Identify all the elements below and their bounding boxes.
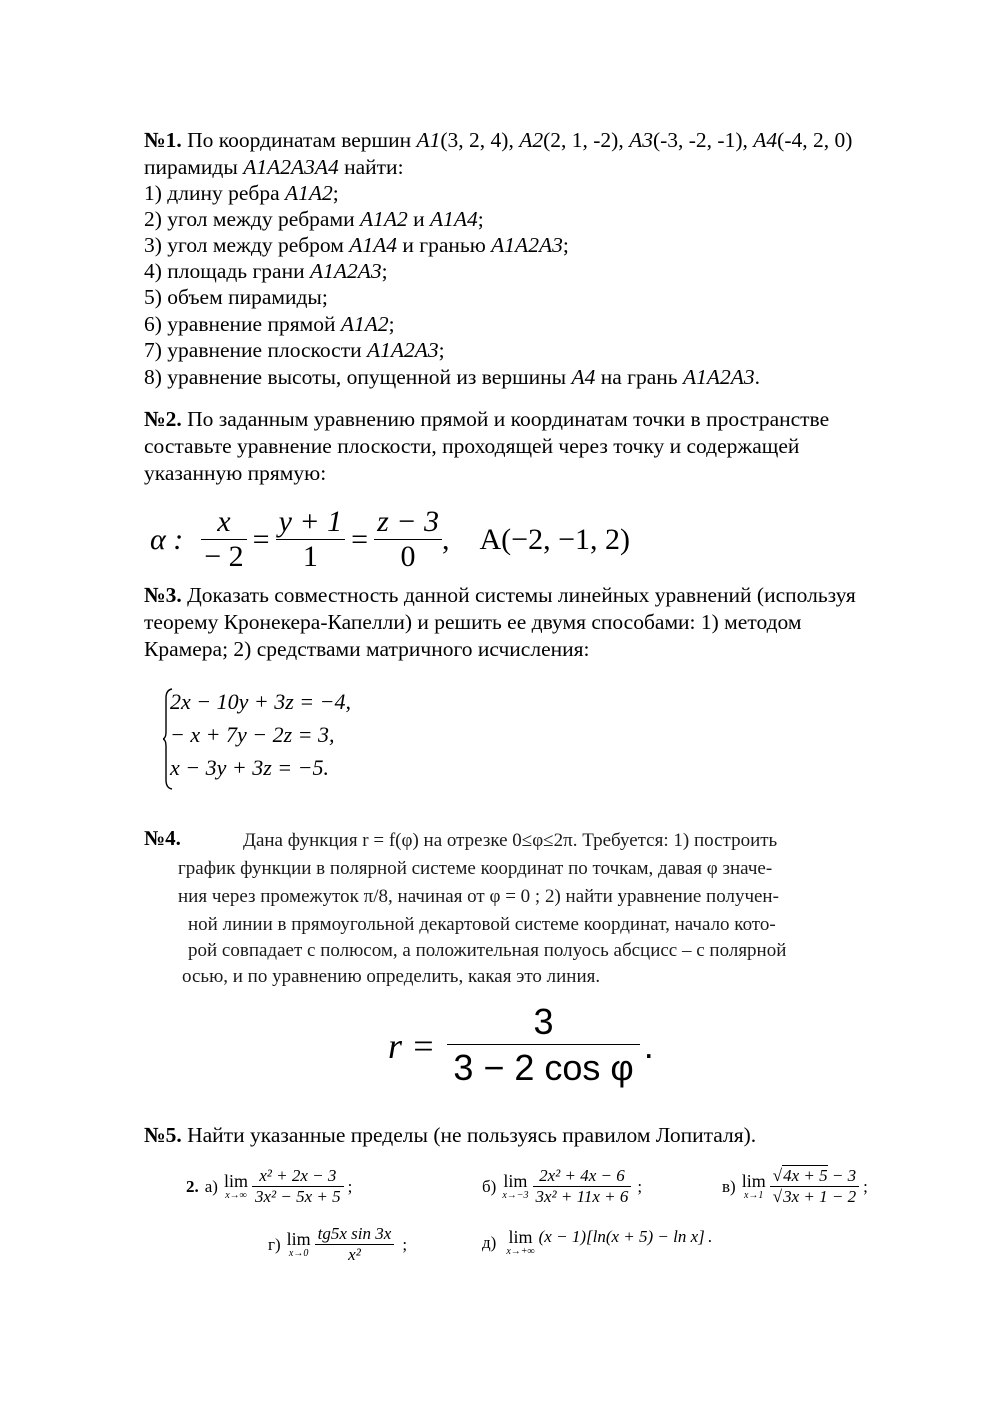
sqrt-radicand: 4x + 5 (783, 1166, 828, 1185)
task-text: 8) уравнение высоты, опущенной из вершины (144, 365, 572, 389)
numerator-rest: − 3 (827, 1166, 857, 1185)
task-text: 1) длину ребра (144, 181, 285, 205)
task-text: 7) уравнение плоскости (144, 338, 367, 362)
formula-lhs: r = (388, 1025, 436, 1066)
limit-fraction (533, 1166, 632, 1207)
limit-label: б) (482, 1176, 497, 1196)
task-italic: A1A2 (285, 181, 333, 205)
problem2-label: №2. (144, 407, 182, 431)
numerator: tg5x sin 3x (317, 1224, 392, 1243)
task-mid: и гранью (397, 233, 492, 257)
polar-fraction (447, 1000, 639, 1091)
task-item (144, 258, 388, 284)
problem1-header: №1. По координатам вершин A1(3, 2, 4), A2(2, 1, -2), A3(-3, -2, -1), A4(-4, 2, 0) (144, 128, 853, 152)
linear-system (170, 685, 351, 784)
limit-end: ; (402, 1234, 408, 1254)
limit-label: а) (204, 1176, 218, 1196)
task-italic: A1A2A3 (366, 338, 439, 362)
task-mid: и (407, 207, 431, 231)
problem3-label: №3. (144, 583, 182, 607)
problem4-line-6: осью, и по уравнению определить, какая это линия. (182, 966, 601, 987)
problem3-text: Доказать совместность данной системы линейных уравнений (используя (187, 583, 856, 607)
lim-subscript: x→+∞ (506, 1246, 535, 1257)
task-end: ; (562, 233, 569, 257)
problem2-line-1 (144, 406, 829, 432)
problem3-line-2: теорему Кронекера-Капелли) и решить ее двумя способами: 1) методом (144, 610, 802, 634)
problem2-line-3: указанную прямую: (144, 461, 327, 485)
variant-label: 2. (186, 1176, 199, 1196)
limit-b (482, 1166, 642, 1207)
problem4-label: №4. (144, 826, 181, 850)
limit-fraction (252, 1166, 344, 1207)
problem1-pyramid-line (144, 154, 404, 180)
numerator: √4x + 5 − 3 (772, 1166, 857, 1185)
equals-sign: = (252, 522, 270, 556)
problem4-line-1: Дана функция r = f(φ) на отрезке 0≤φ≤2π. Требуется: 1) построить (243, 830, 778, 851)
problem4-line-3: ния через промежуток π/8, начиная от φ = 0 ; 2) найти уравнение получен- (178, 886, 779, 907)
fraction-x (201, 505, 246, 574)
lim-operator: lim x→+∞ (506, 1227, 535, 1257)
task-item (144, 284, 328, 310)
problem4-line-4: ной линии в прямоугольной декартовой системе координат, начало кото- (188, 914, 776, 935)
numerator: x (217, 505, 231, 538)
task-text: 2) угол между ребрами (144, 207, 360, 231)
denominator: − 2 (201, 539, 246, 574)
system-equation-1: 2x − 10y + 3z = −4, (170, 689, 351, 714)
vertex-a3-coords: (-3, -2, -1) (652, 128, 743, 152)
limit-fraction (315, 1224, 395, 1265)
problem2-text: По заданным уравнению прямой и координатам точки в пространстве (187, 407, 830, 431)
lim-subscript: x→1 (743, 1190, 764, 1201)
numerator: z − 3 (377, 505, 439, 538)
problem1-label: №1. (144, 128, 182, 152)
lim-subscript: x→∞ (225, 1190, 247, 1201)
task-end: ; (388, 312, 395, 336)
lim-subscript: x→0 (288, 1248, 309, 1259)
limit-end: ; (863, 1176, 868, 1196)
task-text: 3) угол между ребром (144, 233, 350, 257)
comma: , (442, 522, 450, 556)
problem1-intro: По координатам вершин (187, 128, 412, 152)
pyramid-name: A1A2A3A4 (243, 155, 339, 179)
task-end: ; (477, 207, 484, 231)
task-italic: A1A2A3 (491, 233, 563, 257)
denominator: √3x + 1 − 2 (770, 1186, 859, 1207)
denominator: 1 (276, 539, 346, 574)
limit-end: ; (347, 1176, 353, 1196)
polar-formula (388, 1000, 654, 1091)
task-end: . (754, 365, 761, 389)
task-item (144, 311, 395, 337)
problem4-line-2: график функции в полярной системе координат по точкам, давая φ значе- (178, 858, 773, 879)
system-equation-2: − x + 7y − 2z = 3, (170, 722, 335, 747)
problem3-line-3: Крамера; 2) средствами матричного исчисления: (144, 637, 590, 661)
task-text: 4) площадь грани (144, 259, 310, 283)
task-mid: на грань (595, 365, 683, 389)
limit-c (722, 1166, 868, 1207)
line-name-alpha: α : (150, 522, 184, 556)
pyramid-prefix: пирамиды (144, 155, 238, 179)
numerator: x² + 2x − 3 (259, 1166, 337, 1185)
vertex-a1-coords: (3, 2, 4) (440, 128, 509, 152)
problem4-line-5: рой совпадает с полюсом, а положительная полуось абсцисс – с полярной (188, 940, 787, 961)
task-item (144, 337, 445, 363)
problem5-header (144, 1122, 756, 1148)
vertex-a3-name: A3 (629, 128, 653, 152)
denominator: 0 (374, 539, 442, 574)
task-end: ; (381, 259, 388, 283)
problem3-line-1 (144, 582, 856, 608)
problem5-label: №5. (144, 1123, 182, 1147)
limit-e (482, 1228, 712, 1257)
task-italic: A1A4 (349, 233, 398, 257)
task-text: 5) объем пирамиды; (144, 285, 328, 309)
lim-operator: lim x→1 (741, 1171, 766, 1201)
problem5-text: Найти указанные пределы (не пользуясь правилом Лопиталя). (187, 1123, 757, 1147)
numerator: y + 1 (278, 505, 343, 538)
denominator: x² (315, 1244, 395, 1265)
vertex-a4-coords: (-4, 2, 0) (777, 128, 853, 152)
task-text: 6) уравнение прямой (144, 312, 341, 336)
task-italic: A1A2A3 (310, 259, 382, 283)
equals-sign: = (351, 522, 369, 556)
limit-d (268, 1224, 407, 1265)
point-a: A(−2, −1, 2) (479, 522, 630, 556)
limit-label: д) (482, 1232, 497, 1252)
lim-subscript: x→−3 (502, 1190, 529, 1201)
task-end: ; (438, 338, 445, 362)
numerator: 3 (533, 1001, 554, 1042)
task-item (144, 232, 569, 258)
fraction-z (374, 505, 442, 574)
problem2-line-2: составьте уравнение плоскости, проходящей через точку и содержащей (144, 434, 800, 458)
task-italic: A1A2 (359, 207, 408, 231)
numerator: 2x² + 4x − 6 (539, 1166, 625, 1185)
task-italic: A4 (571, 365, 596, 389)
fraction-y (276, 505, 346, 574)
lim-operator: lim x→0 (286, 1229, 311, 1259)
limit-label: в) (722, 1176, 736, 1196)
task-italic: A1A4 (430, 207, 478, 231)
task-item (144, 180, 339, 206)
denominator-rest: − 2 (827, 1187, 857, 1206)
line-equation-formula (150, 505, 630, 574)
denominator: 3x² + 11x + 6 (533, 1186, 632, 1207)
limit-a (186, 1166, 352, 1207)
lim-operator: lim x→−3 (502, 1171, 529, 1201)
sqrt-radicand: 3x + 1 (783, 1187, 828, 1206)
limit-end: . (707, 1226, 713, 1246)
task-italic: A1A2A3 (682, 365, 755, 389)
system-equation-3: x − 3y + 3z = −5. (170, 755, 329, 780)
limit-end: ; (637, 1176, 643, 1196)
limit-label: г) (268, 1234, 281, 1254)
denominator: 3x² − 5x + 5 (252, 1186, 344, 1207)
pyramid-suffix: найти: (344, 155, 404, 179)
vertex-a4-name: A4 (753, 128, 778, 152)
task-item (144, 364, 760, 390)
limit-fraction (770, 1166, 859, 1207)
formula-end: . (643, 1024, 654, 1066)
vertex-a1-name: A1 (416, 128, 441, 152)
vertex-a2-coords: (2, 1, -2) (543, 128, 619, 152)
vertex-a2-name: A2 (519, 128, 544, 152)
task-italic: A1A2 (340, 312, 389, 336)
limit-expression: (x − 1)[ln(x + 5) − ln x] (538, 1226, 705, 1246)
task-item (144, 206, 484, 232)
lim-operator: lim x→∞ (223, 1171, 248, 1201)
task-end: ; (332, 181, 339, 205)
denominator: 3 − 2 cos φ (447, 1044, 639, 1091)
